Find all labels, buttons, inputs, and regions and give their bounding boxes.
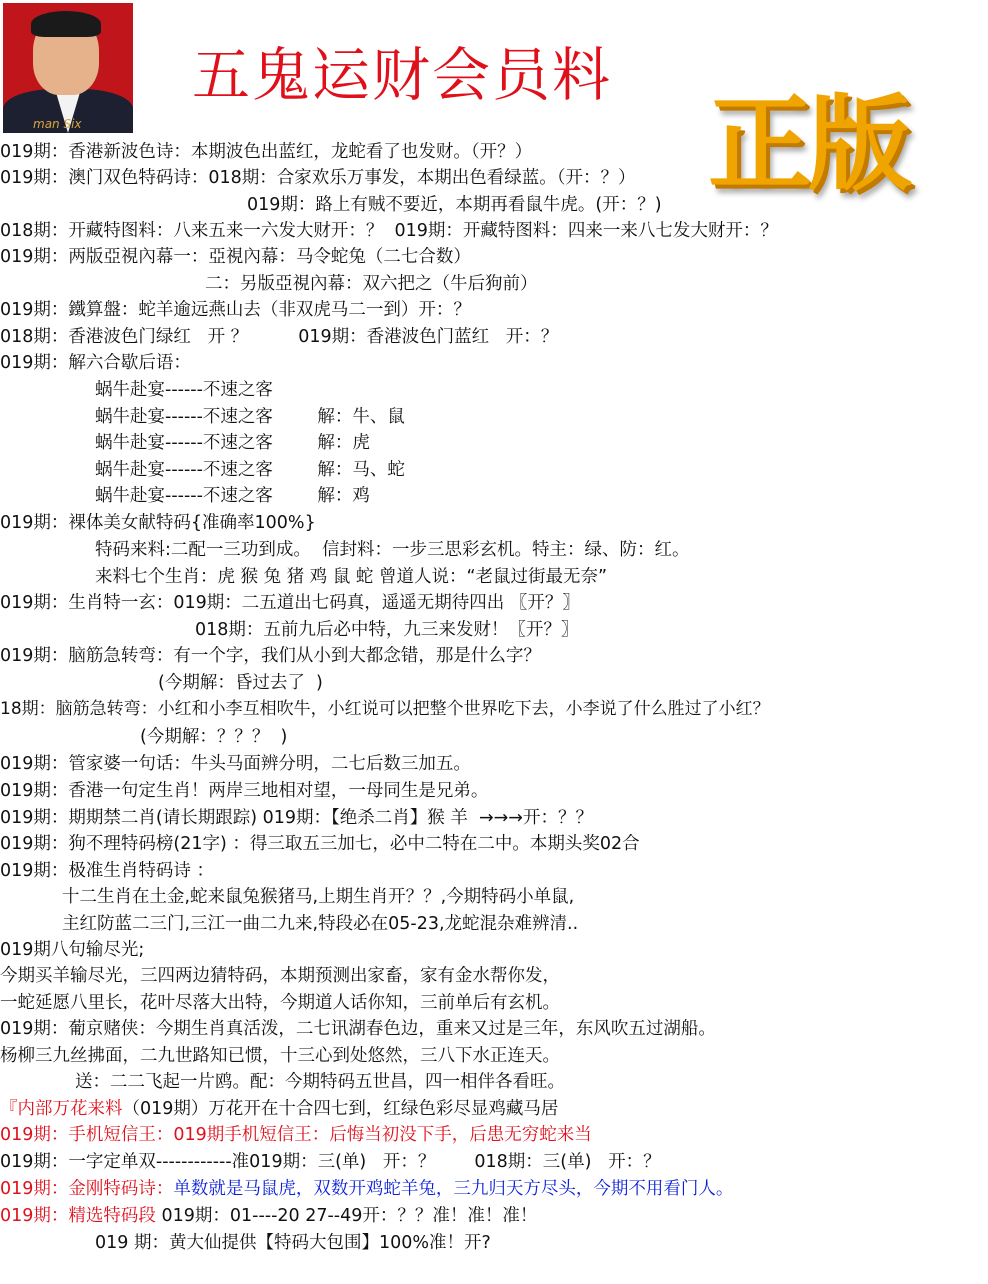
- text-line: [0, 1099, 558, 1119]
- text-line: 018期：香港波色门绿红 开 ？ 019期：香港波色门蓝红 开：？: [0, 327, 559, 347]
- text-line: 杨柳三九丝拂面，二九世路知已惯，十三心到处悠然，三八下水正连天。: [0, 1046, 560, 1066]
- text-line: 十二生肖在土金,蛇来鼠兔猴猪马,上期生肖开？？,今期特码小单鼠,: [62, 887, 575, 907]
- text-line: 019期：极准生肖特码诗 ：: [0, 861, 214, 881]
- text-line: 019期：一字定单双------------准019期：三(单) 开：？ 018期：三(单) 开：？: [0, 1152, 661, 1172]
- text-line: 蜗牛赴宴------不速之客: [95, 380, 273, 400]
- text-line: 蜗牛赴宴------不速之客 解：鸡: [95, 486, 370, 506]
- text-line: 019期：解六合歇后语：: [0, 353, 191, 373]
- text-line: 18期：脑筋急转弯：小红和小李互相吹牛，小红说可以把整个世界吃下去，小李说了什么胜过了小红？: [0, 699, 770, 719]
- text-line: 019期：手机短信王：019期手机短信王：后悔当初没下手，后患无穷蛇来当: [0, 1125, 592, 1145]
- text-line: 来料七个生肖：虎 猴 兔 猪 鸡 鼠 蛇 曾道人说：“老鼠过街最无奈”: [95, 567, 608, 587]
- text-line: 019期：两版亞視內幕一：亞視內幕：马令蛇兔（二七合数）: [0, 247, 471, 267]
- text-line: 019期：路上有贼不要近，本期再看鼠牛虎。(开：？): [247, 195, 662, 215]
- text-line: 019期：脑筋急转弯：有一个字，我们从小到大都念错，那是什么字？: [0, 646, 541, 666]
- text-segment-blue: 单数就是马鼠虎，双数开鸡蛇羊兔，三九归天方尽头，今期不用看门人。: [173, 1179, 734, 1199]
- text-segment: （019期）万花开在十合四七到，红绿色彩尽显鸡藏马居: [122, 1099, 559, 1119]
- text-line: 019期：生肖特一玄：019期：二五道出七码真，遥遥无期待四出 〖开？〗: [0, 593, 580, 613]
- text-line: 018期：开藏特图料：八来五来一六发大财开：？ 019期：开藏特图料：四来一来八七发大财开：？: [0, 221, 778, 241]
- text-line: (今期解：？？？ ): [140, 727, 288, 747]
- header-photo: [3, 3, 133, 133]
- text-line: 019期：香港一句定生肖！两岸三地相对望，一母同生是兄弟。: [0, 781, 489, 801]
- text-line: [0, 1206, 537, 1226]
- text-line: 019期：狗不理特码榜(21字) ：得三取五三加七，必中二特在二中。本期头奖02合: [0, 834, 640, 854]
- text-line: 018期：五前九后必中特，九三来发财！〖开？〗: [195, 620, 579, 640]
- text-line: 蜗牛赴宴------不速之客 解：马、蛇: [95, 460, 405, 480]
- text-line: 019期：鐵算盤：蛇羊逾远燕山去（非双虎马二一到）开：？: [0, 300, 471, 320]
- photo-watermark: man Six: [33, 117, 82, 131]
- text-line: 019期八句输尽光;: [0, 940, 145, 960]
- text-line: 019期：香港新波色诗：本期波色出蓝红，龙蛇看了也发财。（开？）: [0, 142, 533, 162]
- text-line: (今期解：昏过去了 ): [158, 673, 323, 693]
- text-line: 019期：葡京赌侠：今期生肖真活泼，二七讯湖春色边，重来又过是三年，东风吹五过湖船。: [0, 1019, 716, 1039]
- text-line: 今期买羊输尽光，三四两边猜特码，本期预测出家畜，家有金水帮你发，: [0, 966, 560, 986]
- genuine-stamp: 正版: [708, 82, 909, 205]
- text-line: 019期：管家婆一句话：牛头马面辨分明，二七后数三加五。: [0, 754, 471, 774]
- text-line: 主红防蓝二三门,三江一曲二九来,特段必在05-23,龙蛇混杂难辨清..: [62, 914, 579, 934]
- text-line: 送：二二飞起一片鸥。配：今期特码五世昌，四一相伴各看旺。: [75, 1072, 565, 1092]
- text-segment: 019期：01----20 27--49开：？？准！准！准！: [155, 1206, 538, 1226]
- text-line: 019期：裸体美女献特码{准确率100%}: [0, 513, 316, 533]
- text-line: 019期：澳门双色特码诗：018期：合家欢乐万事发，本期出色看绿蓝。（开：？）: [0, 168, 636, 188]
- text-line: 蜗牛赴宴------不速之客 解：虎: [95, 433, 370, 453]
- text-line: 019 期：黄大仙提供【特码大包围】100%准！开?: [95, 1233, 491, 1253]
- text-line: 特码来料:二配一三功到成。 信封料：一步三思彩玄机。特主：绿、防：红。: [95, 540, 690, 560]
- photo-hair: [31, 11, 101, 37]
- text-segment-red: 019期：精选特码段: [0, 1206, 156, 1226]
- page-title: 五鬼运财会员料: [192, 41, 613, 109]
- text-line: 二：另版亞視內幕：双六把之（牛后狗前）: [205, 274, 538, 294]
- text-segment-red: 『内部万花来料: [0, 1099, 123, 1119]
- text-line: [0, 1179, 733, 1199]
- text-segment-red: 019期：金刚特码诗：: [0, 1179, 174, 1199]
- text-line: 蜗牛赴宴------不速之客 解：牛、鼠: [95, 407, 405, 427]
- text-line: 一蛇延愿八里长，花叶尽落大出特，今期道人话你知，三前单后有玄机。: [0, 993, 560, 1013]
- text-line: 019期：期期禁二肖(请长期跟踪) 019期：【绝杀二肖】猴 羊 →→→开：？？: [0, 808, 593, 828]
